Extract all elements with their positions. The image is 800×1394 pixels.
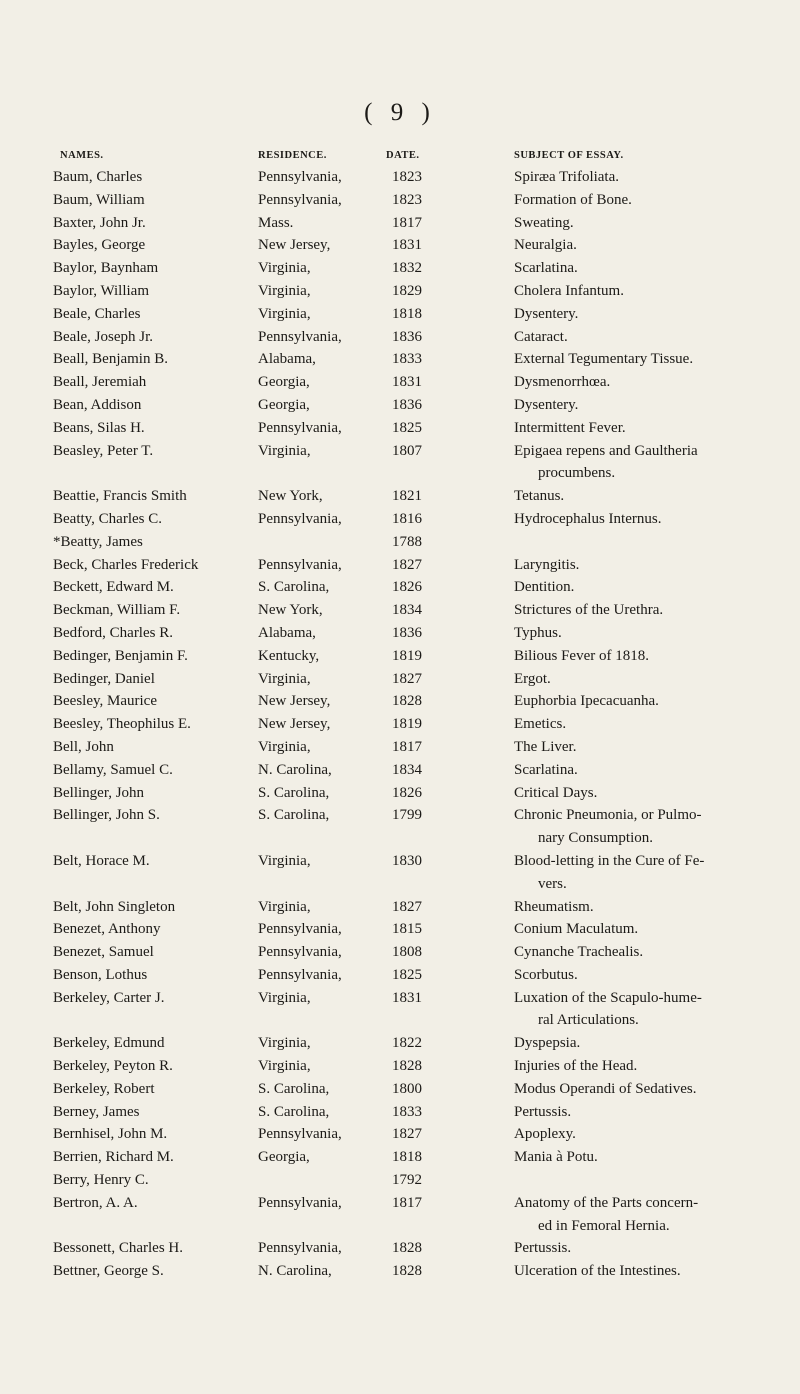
residence-cell: Pennsylvania, <box>258 419 342 436</box>
table-row <box>0 987 800 1033</box>
subject-line: procumbens. <box>538 465 616 482</box>
subject-cell <box>514 1032 776 1055</box>
table-row <box>0 668 800 691</box>
residence-cell: S. Carolina, <box>258 807 330 824</box>
name-cell: Benezet, Samuel <box>53 944 154 961</box>
name-cell: Bell, John <box>53 738 114 755</box>
date-cell: 1826 <box>392 784 422 801</box>
subject-cell <box>514 212 776 235</box>
subject-cell <box>514 1237 776 1260</box>
table-row <box>0 759 800 782</box>
subject-line: Euphorbia Ipecacuanha. <box>514 693 659 710</box>
table-row <box>0 1146 800 1169</box>
subject-cell <box>514 1123 776 1146</box>
date-cell: 1818 <box>392 1149 422 1166</box>
subject-cell <box>514 554 776 577</box>
name-cell: Beesley, Maurice <box>53 693 157 710</box>
name-cell: Bedinger, Daniel <box>53 670 155 687</box>
residence-cell: Virginia, <box>258 442 311 459</box>
subject-line: Rheumatism. <box>514 898 594 915</box>
residence-cell: Pennsylvania, <box>258 1194 342 1211</box>
subject-line: Anatomy of the Parts concern- <box>514 1194 699 1211</box>
header-subject: SUBJECT OF ESSAY. <box>514 150 624 161</box>
date-cell: 1828 <box>392 693 422 710</box>
residence-cell: Pennsylvania, <box>258 1240 342 1257</box>
date-cell: 1819 <box>392 647 422 664</box>
table-row <box>0 554 800 577</box>
subject-cell <box>514 1055 776 1078</box>
subject-cell <box>514 326 776 349</box>
subject-cell <box>514 918 776 941</box>
name-cell: Baum, Charles <box>53 169 143 185</box>
date-cell: 1832 <box>392 260 422 277</box>
subject-line: Dyspepsia. <box>514 1035 581 1052</box>
date-cell: 1828 <box>392 1263 422 1280</box>
subject-cell <box>514 645 776 668</box>
subject-line: Dysentery. <box>514 305 579 322</box>
subject-cell <box>514 280 776 303</box>
header-residence: RESIDENCE. <box>258 150 327 161</box>
subject-line: Dysentery. <box>514 396 579 413</box>
subject-cell <box>514 690 776 713</box>
table-row <box>0 257 800 280</box>
subject-line: Apoplexy. <box>514 1126 576 1143</box>
residence-cell: Virginia, <box>258 1035 311 1052</box>
subject-cell <box>514 234 776 257</box>
subject-line: Chronic Pneumonia, or Pulmo- <box>514 807 702 824</box>
date-cell: 1836 <box>392 328 422 345</box>
subject-line: Bilious Fever of 1818. <box>514 647 649 664</box>
residence-cell: Virginia, <box>258 852 311 869</box>
name-cell: Bayles, George <box>53 237 146 254</box>
date-cell: 1815 <box>392 921 422 938</box>
residence-cell: Alabama, <box>258 351 316 368</box>
residence-cell: New York, <box>258 602 323 619</box>
name-cell: Baylor, Baynham <box>53 260 159 277</box>
subject-cell <box>514 850 776 896</box>
subject-line: Intermittent Fever. <box>514 419 626 436</box>
name-cell: Belt, Horace M. <box>53 852 150 869</box>
subject-line: Luxation of the Scapulo-hume- <box>514 989 702 1006</box>
subject-cell <box>514 668 776 691</box>
date-cell: 1825 <box>392 966 422 983</box>
date-cell: 1826 <box>392 579 422 596</box>
residence-cell: S. Carolina, <box>258 1080 330 1097</box>
page-number: ( 9 ) <box>364 99 436 126</box>
date-cell: 1817 <box>392 1194 422 1211</box>
name-cell: *Beatty, James <box>53 533 143 550</box>
name-cell: Bessonett, Charles H. <box>53 1240 183 1257</box>
name-cell: Beall, Jeremiah <box>53 374 147 391</box>
subject-line: nary Consumption. <box>538 830 653 847</box>
date-cell: 1821 <box>392 488 422 505</box>
date-cell: 1823 <box>392 169 422 185</box>
name-cell: Berney, James <box>53 1103 140 1120</box>
subject-cell <box>514 896 776 919</box>
table-row <box>0 622 800 645</box>
name-cell: Berkeley, Edmund <box>53 1035 165 1052</box>
residence-cell: Mass. <box>258 214 294 231</box>
table-row <box>0 440 800 486</box>
name-cell: Beck, Charles Frederick <box>53 556 199 573</box>
residence-cell: New Jersey, <box>258 716 331 733</box>
name-cell: Bertron, A. A. <box>53 1194 138 1211</box>
subject-line: Mania à Potu. <box>514 1149 598 1166</box>
date-cell: 1816 <box>392 510 422 527</box>
subject-line: ral Articulations. <box>538 1012 639 1029</box>
date-cell: 1834 <box>392 761 422 778</box>
subject-line: vers. <box>538 875 567 892</box>
date-cell: 1792 <box>392 1172 422 1189</box>
residence-cell: New York, <box>258 488 323 505</box>
subject-line: Strictures of the Urethra. <box>514 602 664 619</box>
residence-cell: Virginia, <box>258 282 311 299</box>
subject-line: Dysmenorrhœa. <box>514 374 611 391</box>
residence-cell: Virginia, <box>258 898 311 915</box>
table-row <box>0 508 800 531</box>
table-row <box>0 1260 800 1283</box>
name-cell: Bettner, George S. <box>53 1263 164 1280</box>
name-cell: Beale, Charles <box>53 305 141 322</box>
date-cell: 1827 <box>392 898 422 915</box>
subject-line: Scarlatina. <box>514 761 578 778</box>
subject-line: Injuries of the Head. <box>514 1058 638 1075</box>
name-cell: Bedford, Charles R. <box>53 624 173 641</box>
table-row <box>0 713 800 736</box>
residence-cell: Virginia, <box>258 1058 311 1075</box>
subject-line: Typhus. <box>514 624 562 641</box>
date-cell: 1822 <box>392 1035 422 1052</box>
subject-line: Tetanus. <box>514 488 565 505</box>
name-cell: Bellamy, Samuel C. <box>53 761 173 778</box>
subject-cell <box>514 759 776 782</box>
name-cell: Bellinger, John <box>53 784 145 801</box>
table-row <box>0 166 800 189</box>
residence-cell: Pennsylvania, <box>258 921 342 938</box>
name-cell: Beall, Benjamin B. <box>53 351 168 368</box>
subject-line: External Tegumentary Tissue. <box>514 351 694 368</box>
subject-cell <box>514 576 776 599</box>
subject-line: Formation of Bone. <box>514 191 632 208</box>
residence-cell: N. Carolina, <box>258 761 332 778</box>
subject-line: Dentition. <box>514 579 575 596</box>
subject-cell <box>514 599 776 622</box>
date-cell: 1828 <box>392 1058 422 1075</box>
date-cell: 1819 <box>392 716 422 733</box>
date-cell: 1834 <box>392 602 422 619</box>
table-row <box>0 599 800 622</box>
table-row <box>0 918 800 941</box>
subject-cell <box>514 941 776 964</box>
subject-line: Cholera Infantum. <box>514 282 624 299</box>
residence-cell: Pennsylvania, <box>258 1126 342 1143</box>
name-cell: Beale, Joseph Jr. <box>53 328 153 345</box>
table-row <box>0 1169 800 1192</box>
table-row <box>0 212 800 235</box>
date-cell: 1800 <box>392 1080 422 1097</box>
residence-cell: Pennsylvania, <box>258 966 342 983</box>
table-row <box>0 1032 800 1055</box>
date-cell: 1808 <box>392 944 422 961</box>
residence-cell: Virginia, <box>258 260 311 277</box>
residence-cell: Kentucky, <box>258 647 320 664</box>
subject-line: Laryngitis. <box>514 556 580 573</box>
name-cell: Benezet, Anthony <box>53 921 161 938</box>
name-cell: Berkeley, Robert <box>53 1080 155 1097</box>
date-cell: 1823 <box>392 191 422 208</box>
header-names: NAMES. <box>60 150 104 161</box>
subject-cell <box>514 371 776 394</box>
subject-cell <box>514 485 776 508</box>
subject-cell <box>514 782 776 805</box>
subject-line: Scorbutus. <box>514 966 578 983</box>
subject-line: Cataract. <box>514 328 568 345</box>
table-row <box>0 371 800 394</box>
table-row <box>0 850 800 896</box>
name-cell: Benson, Lothus <box>53 966 148 983</box>
name-cell: Beckman, William F. <box>53 602 181 619</box>
subject-line: Neuralgia. <box>514 237 577 254</box>
name-cell: Bellinger, John S. <box>53 807 160 824</box>
table-row <box>0 280 800 303</box>
residence-cell: Virginia, <box>258 989 311 1006</box>
subject-line: Modus Operandi of Sedatives. <box>514 1080 697 1097</box>
subject-cell <box>514 804 776 850</box>
subject-cell <box>514 713 776 736</box>
table-row <box>0 736 800 759</box>
table-row <box>0 485 800 508</box>
residence-cell: Virginia, <box>258 670 311 687</box>
table-row <box>0 394 800 417</box>
subject-cell <box>514 1146 776 1169</box>
subject-cell <box>514 348 776 371</box>
name-cell: Baxter, John Jr. <box>53 214 146 231</box>
table-row <box>0 1055 800 1078</box>
name-cell: Bean, Addison <box>53 396 142 413</box>
subject-cell <box>514 622 776 645</box>
subject-line: Epigaea repens and Gaultheria <box>514 442 698 459</box>
name-cell: Beans, Silas H. <box>53 419 145 436</box>
subject-line: Hydrocephalus Internus. <box>514 510 662 527</box>
subject-cell <box>514 189 776 212</box>
subject-cell <box>514 1101 776 1124</box>
date-cell: 1829 <box>392 282 422 299</box>
subject-line: Conium Maculatum. <box>514 921 639 938</box>
date-cell: 1825 <box>392 419 422 436</box>
table-row <box>0 348 800 371</box>
name-cell: Bernhisel, John M. <box>53 1126 168 1143</box>
table-row <box>0 1192 800 1238</box>
table-row <box>0 234 800 257</box>
date-cell: 1836 <box>392 396 422 413</box>
name-cell: Berrien, Richard M. <box>53 1149 174 1166</box>
date-cell: 1827 <box>392 1126 422 1143</box>
date-cell: 1807 <box>392 442 422 459</box>
date-cell: 1817 <box>392 738 422 755</box>
name-cell: Berkeley, Peyton R. <box>53 1058 173 1075</box>
name-cell: Beatty, Charles C. <box>53 510 163 527</box>
name-cell: Baylor, William <box>53 282 150 299</box>
name-cell: Berry, Henry C. <box>53 1172 149 1189</box>
table-row <box>0 1123 800 1146</box>
date-cell: 1836 <box>392 624 422 641</box>
date-cell: 1831 <box>392 989 422 1006</box>
name-cell: Beckett, Edward M. <box>53 579 174 596</box>
subject-line: Scarlatina. <box>514 260 578 277</box>
subject-cell <box>514 257 776 280</box>
residence-cell: Pennsylvania, <box>258 556 342 573</box>
date-cell: 1827 <box>392 670 422 687</box>
subject-line: Spiræa Trifoliata. <box>514 169 620 185</box>
subject-line: Ergot. <box>514 670 551 687</box>
residence-cell: S. Carolina, <box>258 784 330 801</box>
residence-cell: Georgia, <box>258 374 310 391</box>
name-cell: Berkeley, Carter J. <box>53 989 165 1006</box>
subject-line: Cynanche Trachealis. <box>514 944 644 961</box>
subject-cell <box>514 440 776 486</box>
table-row <box>0 964 800 987</box>
subject-line: Pertussis. <box>514 1103 572 1120</box>
subject-cell <box>514 736 776 759</box>
table-row <box>0 804 800 850</box>
table-row <box>0 189 800 212</box>
subject-line: Sweating. <box>514 214 574 231</box>
subject-line: Pertussis. <box>514 1240 572 1257</box>
subject-cell <box>514 303 776 326</box>
table-row <box>0 690 800 713</box>
date-cell: 1818 <box>392 305 422 322</box>
date-cell: 1833 <box>392 1103 422 1120</box>
table-row <box>0 1101 800 1124</box>
table-row <box>0 1078 800 1101</box>
residence-cell: New Jersey, <box>258 693 331 710</box>
residence-cell: S. Carolina, <box>258 1103 330 1120</box>
name-cell: Beattie, Francis Smith <box>53 488 187 505</box>
subject-cell <box>514 166 776 189</box>
residence-cell: Pennsylvania, <box>258 944 342 961</box>
date-cell: 1827 <box>392 556 422 573</box>
residence-cell: Georgia, <box>258 1149 310 1166</box>
table-row <box>0 531 800 554</box>
date-cell: 1833 <box>392 351 422 368</box>
subject-cell <box>514 1078 776 1101</box>
subject-cell <box>514 987 776 1033</box>
table-row <box>0 1237 800 1260</box>
subject-cell <box>514 964 776 987</box>
date-cell: 1830 <box>392 852 422 869</box>
subject-line: Critical Days. <box>514 784 598 801</box>
table-row <box>0 896 800 919</box>
residence-cell: Georgia, <box>258 396 310 413</box>
date-cell: 1799 <box>392 807 422 824</box>
name-cell: Beasley, Peter T. <box>53 442 154 459</box>
subject-cell <box>514 1260 776 1283</box>
residence-cell: New Jersey, <box>258 237 331 254</box>
date-cell: 1817 <box>392 214 422 231</box>
residence-cell: Pennsylvania, <box>258 510 342 527</box>
subject-line: Ulceration of the Intestines. <box>514 1263 681 1280</box>
subject-cell <box>514 394 776 417</box>
table-row <box>0 645 800 668</box>
residence-cell: Pennsylvania, <box>258 191 342 208</box>
subject-cell <box>514 1192 776 1238</box>
subject-cell <box>514 417 776 440</box>
essay-register-table <box>0 166 800 1283</box>
residence-cell: Pennsylvania, <box>258 169 342 185</box>
table-row <box>0 576 800 599</box>
date-cell: 1828 <box>392 1240 422 1257</box>
subject-line: The Liver. <box>514 738 577 755</box>
subject-line: Emetics. <box>514 716 567 733</box>
residence-cell: Pennsylvania, <box>258 328 342 345</box>
table-row <box>0 417 800 440</box>
subject-line: ed in Femoral Hernia. <box>538 1217 670 1234</box>
name-cell: Bedinger, Benjamin F. <box>53 647 188 664</box>
subject-cell <box>514 508 776 531</box>
residence-cell: Alabama, <box>258 624 316 641</box>
residence-cell: Virginia, <box>258 305 311 322</box>
date-cell: 1788 <box>392 533 422 550</box>
subject-line: Blood-letting in the Cure of Fe- <box>514 852 705 869</box>
residence-cell: Virginia, <box>258 738 311 755</box>
header-date: DATE. <box>386 150 420 161</box>
name-cell: Baum, William <box>53 191 145 208</box>
table-row <box>0 303 800 326</box>
table-row <box>0 326 800 349</box>
date-cell: 1831 <box>392 237 422 254</box>
table-row <box>0 941 800 964</box>
name-cell: Belt, John Singleton <box>53 898 176 915</box>
table-row <box>0 782 800 805</box>
residence-cell: N. Carolina, <box>258 1263 332 1280</box>
residence-cell: S. Carolina, <box>258 579 330 596</box>
name-cell: Beesley, Theophilus E. <box>53 716 191 733</box>
date-cell: 1831 <box>392 374 422 391</box>
